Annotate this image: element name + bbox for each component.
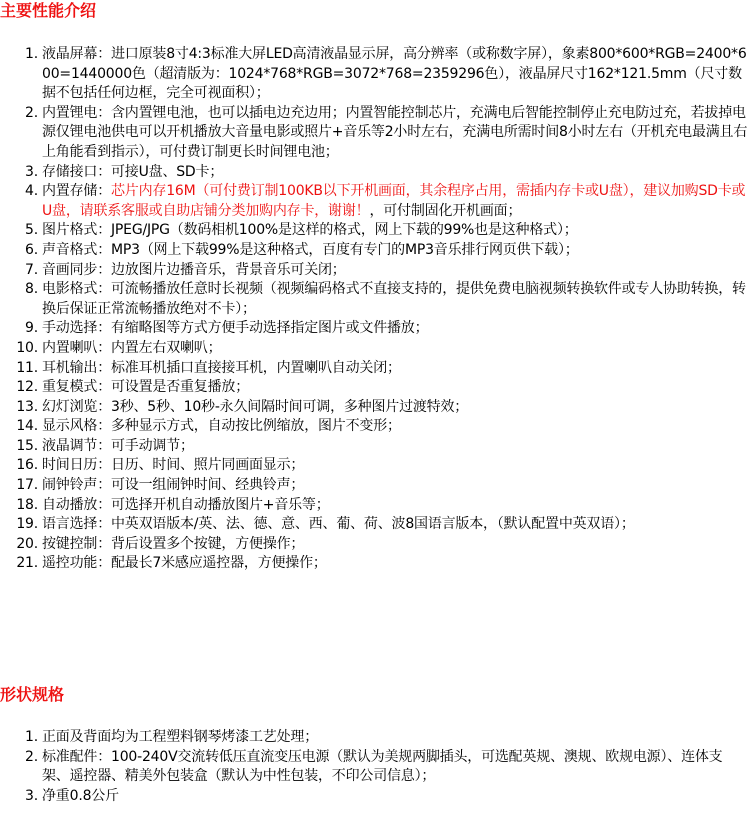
item-text: 内置喇叭：内置左右双喇叭； [42, 339, 222, 356]
item-number: 14. [16, 418, 38, 435]
item-number: 18. [16, 496, 38, 513]
item-number: 16. [16, 457, 38, 474]
list-item [0, 515, 750, 535]
list-item [0, 261, 750, 281]
item-number: 21. [16, 555, 38, 572]
list-item [0, 437, 750, 457]
item-number: 10. [16, 339, 38, 356]
list-item [0, 104, 750, 163]
item-number: 20. [16, 535, 38, 552]
item-text: 正面及背面均为工程塑料钢琴烤漆工艺处理； [42, 729, 318, 745]
list-item [0, 787, 750, 807]
item-number: 17. [16, 477, 38, 494]
list-item [0, 359, 750, 379]
list-item [0, 163, 750, 183]
item-number: 4. [25, 183, 38, 200]
item-number: 15. [16, 437, 38, 454]
item-text: 语言选择：中英双语版本/英、法、德、意、西、葡、荷、波8国语言版本，（默认配置中英双语）； [42, 516, 635, 533]
list-item [0, 476, 750, 496]
item-text: 电影格式：可流畅播放任意时长视频（视频编码格式不直接支持的，提供免费电脑视频转换软件或专人协助转换，转换后保证正常流畅播放绝对不卡）； [42, 281, 746, 317]
item-text: 图片格式：JPEG/JPG（数码相机100%是这样的格式，网上下载的99%也是这种格式）； [42, 222, 578, 239]
item-text: 液晶屏幕：进口原装8寸4:3标准大屏LED高清液晶显示屏，高分辨率（或称数字屏），象素800*600*RGB=2400*600=1440000色（超清版为：1024*768*RGB=3072*768=2359296色），液晶屏尺寸162*121.5mm（尺寸数据不包括任何边框，完全可视面积）； [42, 46, 747, 102]
highlighted-note: 芯片内存16M（可付费订制100KB以下开机画面，其余程序占用，需插内存卡或U盘），建议加购SD卡或U盘，请联系客服或自助店铺分类加购内存卡，谢谢！ [42, 183, 746, 219]
item-number: 12. [16, 379, 38, 396]
list-item [0, 554, 750, 574]
item-text: 按键控制：背后设置多个按键，方便操作； [42, 535, 305, 552]
item-text: 幻灯浏览：3秒、5秒、10秒-永久间隔时间可调，多种图片过渡特效； [42, 398, 469, 415]
list-item [0, 496, 750, 516]
item-number: 11. [16, 359, 38, 376]
list-item [0, 417, 750, 437]
item-text: 手动选择：有缩略图等方式方便手动选择指定图片或文件播放； [42, 320, 429, 337]
item-text: 时间日历：日历、时间、照片同画面显示； [42, 457, 305, 474]
item-number: 3. [25, 787, 38, 804]
item-text: 液晶调节：可手动调节； [42, 437, 194, 454]
item-number: 3. [25, 163, 38, 180]
item-number: 2. [25, 748, 38, 765]
item-number: 8. [25, 281, 38, 298]
list-item [0, 535, 750, 555]
item-text: 内置锂电：含内置锂电池，也可以插电边充边用；内置智能控制芯片，充满电后智能控制停止充电防过充，若拔掉电源仅锂电池供电可以开机播放大音量电影或照片+音乐等2小时左右，充满电所需时间8小时左右（开机充电最满且右上角能看到指示），可付费订制更长时间锂电池； [42, 104, 748, 160]
list-item [0, 280, 750, 319]
item-text: 音画同步：边放图片边播音乐，背景音乐可关闭； [42, 261, 346, 278]
list-item [0, 319, 750, 339]
item-number: 19. [16, 516, 38, 533]
item-text: 声音格式：MP3（网上下载99%是这种格式，百度有专门的MP3音乐排行网页供下载）； [42, 241, 579, 258]
list-item [0, 456, 750, 476]
section-title-performance: 主要性能介绍 [0, 1, 97, 20]
list-item [0, 398, 750, 418]
list-item [0, 241, 750, 261]
item-number: 7. [25, 261, 38, 278]
list-item [0, 339, 750, 359]
list-item [0, 728, 750, 748]
item-text: 显示风格：多种显示方式，自动按比例缩放，图片不变形； [42, 418, 401, 435]
list-item [0, 221, 750, 241]
item-number: 6. [25, 241, 38, 258]
item-text: 耳机输出：标准耳机插口直接接耳机，内置喇叭自动关闭； [42, 359, 401, 376]
item-number: 1. [25, 46, 38, 62]
item-text: 重复模式：可设置是否重复播放； [42, 379, 249, 396]
item-text: 自动播放：可选择开机自动播放图片+音乐等； [42, 496, 330, 513]
performance-list [0, 45, 750, 574]
item-number: 13. [16, 398, 38, 415]
item-number: 2. [25, 104, 38, 121]
item-text: 内置存储：芯片内存16M（可付费订制100KB以下开机画面，其余程序占用，需插内存卡或U盘），建议加购SD卡或U盘，请联系客服或自助店铺分类加购内存卡，谢谢！，可付制固化开机画面； [42, 183, 746, 219]
item-text: 遥控功能：配最长7米感应遥控器，方便操作； [42, 555, 327, 572]
section-title-specifications: 形状规格 [0, 685, 65, 704]
specifications-list [0, 728, 750, 806]
list-item [0, 748, 750, 787]
item-text: 净重0.8公斤 [42, 787, 119, 804]
list-item [0, 378, 750, 398]
list-item [0, 45, 750, 104]
item-number: 1. [25, 729, 38, 745]
item-number: 9. [25, 320, 38, 337]
item-text: 闹钟铃声：可设一组闹钟时间、经典铃声； [42, 477, 305, 494]
list-item [0, 182, 750, 221]
item-number: 5. [25, 222, 38, 239]
item-text: 标准配件：100-240V交流转低压直流变压电源（默认为美规两脚插头，可选配英规、澳规、欧规电源）、连体支架、遥控器、精美外包装盒（默认为中性包装，不印公司信息）； [42, 748, 723, 785]
item-text: 存储接口：可接U盘、SD卡； [42, 163, 224, 180]
